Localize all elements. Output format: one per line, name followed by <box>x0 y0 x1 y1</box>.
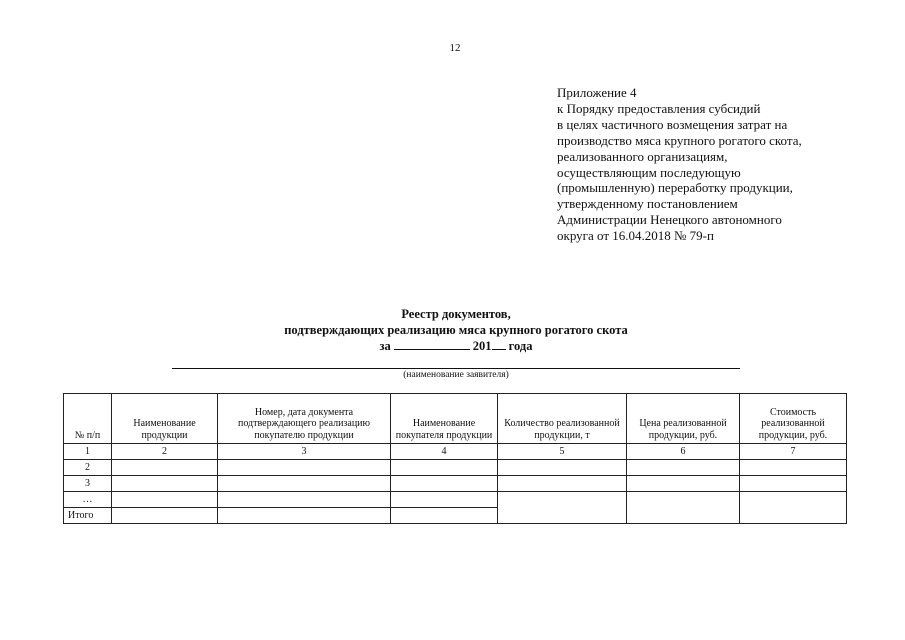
column-number: 4 <box>391 444 498 460</box>
table-cell[interactable] <box>627 460 740 476</box>
column-number: 1 <box>64 444 112 460</box>
title-line-1: Реестр документов, <box>401 307 511 321</box>
column-number: 7 <box>740 444 847 460</box>
row-number: 2 <box>64 460 112 476</box>
table-cell[interactable] <box>112 492 218 508</box>
total-cell[interactable] <box>391 508 498 524</box>
header-cell: Цена реализованной продукции, руб. <box>627 394 740 444</box>
header-cell: Стоимость реализованной продукции, руб. <box>740 394 847 444</box>
appendix-line: (промышленную) переработку продукции, <box>557 180 793 196</box>
table-cell[interactable] <box>391 492 498 508</box>
column-number-row <box>64 444 847 460</box>
row-number: … <box>64 492 112 508</box>
table-cell[interactable] <box>740 476 847 492</box>
total-row <box>64 508 847 524</box>
table-cell[interactable] <box>391 460 498 476</box>
applicant-caption: (наименование заявителя) <box>403 370 509 380</box>
table-cell[interactable] <box>218 476 391 492</box>
header-cell: Наименование покупателя продукции <box>391 394 498 444</box>
header-cell: Номер, дата документа подтверждающего реализацию покупателю продукции <box>218 394 391 444</box>
column-number: 5 <box>498 444 627 460</box>
appendix-line: производство мяса крупного рогатого скота, <box>557 132 802 148</box>
year-suffix: года <box>508 339 533 353</box>
table-row <box>64 492 847 508</box>
table-row <box>64 476 847 492</box>
appendix-line: к Порядку предоставления субсидий <box>557 100 761 116</box>
table-cell[interactable] <box>498 460 627 476</box>
title-line-2: подтверждающих реализацию мяса крупного рогатого скота <box>284 323 628 337</box>
year-prefix: 201 <box>472 339 492 353</box>
appendix-line: округа от 16.04.2018 № 79-п <box>557 228 714 244</box>
table-cell[interactable] <box>740 492 847 508</box>
period-prefix: за <box>379 339 391 353</box>
table-cell[interactable] <box>112 460 218 476</box>
total-cell[interactable] <box>498 508 627 524</box>
year-blank[interactable] <box>492 338 506 350</box>
table-cell[interactable] <box>218 460 391 476</box>
registry-table <box>63 393 847 524</box>
row-number: 3 <box>64 476 112 492</box>
table-cell[interactable] <box>627 476 740 492</box>
appendix-line: осуществляющим последующую <box>557 164 741 180</box>
table-cell[interactable] <box>218 492 391 508</box>
applicant-name-line[interactable] <box>172 368 740 369</box>
table-row <box>64 460 847 476</box>
period-blank[interactable] <box>394 338 470 350</box>
appendix-line: реализованного организациям, <box>557 148 728 164</box>
table-cell[interactable] <box>498 476 627 492</box>
appendix-line: в целях частичного возмещения затрат на <box>557 116 788 132</box>
total-label: Итого <box>64 508 112 524</box>
total-cell[interactable] <box>112 508 218 524</box>
appendix-block <box>557 85 857 244</box>
header-cell: Наименование продукции <box>112 394 218 444</box>
header-cell: № п/п <box>64 394 112 444</box>
appendix-line: Приложение 4 <box>557 85 637 100</box>
document-title <box>150 306 762 354</box>
header-cell: Количество реализованной продукции, т <box>498 394 627 444</box>
total-cell[interactable] <box>740 508 847 524</box>
appendix-line: утвержденному постановлением <box>557 196 738 212</box>
table-cell[interactable] <box>740 460 847 476</box>
table-cell[interactable] <box>391 476 498 492</box>
appendix-line: Администрации Ненецкого автономного <box>557 212 782 228</box>
column-number: 6 <box>627 444 740 460</box>
total-cell[interactable] <box>627 508 740 524</box>
page-number: 12 <box>449 42 461 54</box>
column-number: 3 <box>218 444 391 460</box>
total-cell[interactable] <box>218 508 391 524</box>
column-number: 2 <box>112 444 218 460</box>
table-header-row <box>64 394 847 444</box>
table-cell[interactable] <box>627 492 740 508</box>
title-period-line <box>150 338 762 354</box>
table-cell[interactable] <box>112 476 218 492</box>
table-cell[interactable] <box>498 492 627 508</box>
